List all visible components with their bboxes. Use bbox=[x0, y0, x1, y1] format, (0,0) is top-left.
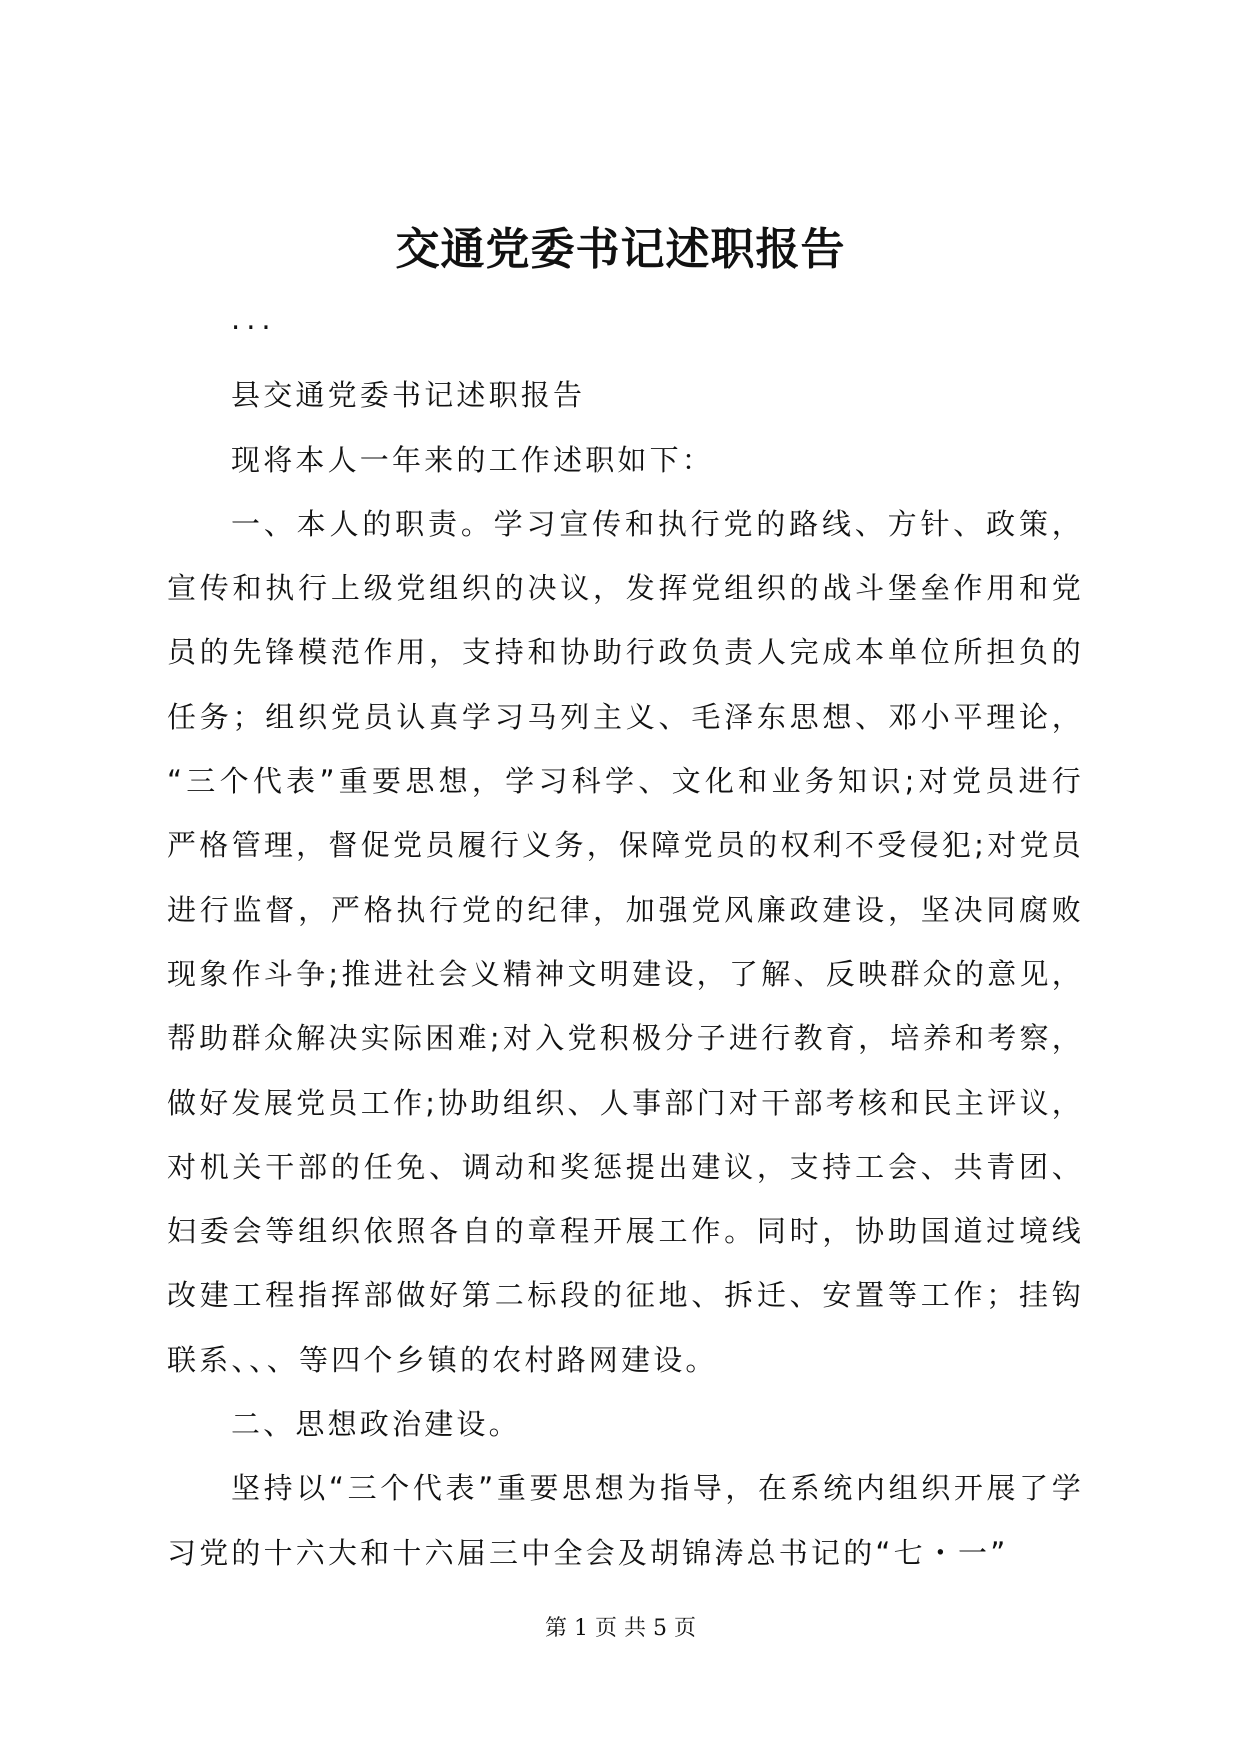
ellipsis-line: ... bbox=[231, 302, 277, 336]
subtitle-paragraph: 县交通党委书记述职报告 bbox=[231, 378, 586, 413]
page-footer: 第 1 页 共 5 页 bbox=[545, 1616, 696, 1641]
duties-paragraph: 一、本人的职责。学习宣传和执行党的路线、方针、政策，宣传和执行上级党组织的决议，发挥党组织的战斗堡垒作用和党员的先锋模范作用，支持和协助行政负责人完成本单位所担负的任务；组织党员认真学习马列主义、毛泽东思想、邓小平理论，“三个代表”重要思想，学习科学、文化和业务知识;对党员进行严格管理，督促党员履行义务，保障党员的权利不受侵犯;对党员进行监督，严格执行党的纪律，加强党风廉政建设，坚决同腐败现象作斗争;推进社会义精神文明建设，了解、反映群众的意见，帮助群众解决实际困难;对入党积极分子进行教育，培养和考察，做好发展党员工作;协助组织、人事部门对干部考核和民主评议，对机关干部的任免、调动和奖惩提出建议，支持工会、共青团、妇委会等组织依照各自的章程开展工作。同时，协助国道过境线改建工程指挥部做好第二标段的征地、拆迁、安置等工作；挂钩联系、、、等四个乡镇的农村路网建设。 bbox=[167, 506, 1084, 1377]
ideology-paragraph: 坚持以“三个代表”重要思想为指导，在系统内组织开展了学习党的十六大和十六届三中全会及胡锦涛总书记的“七・一” bbox=[167, 1471, 1084, 1570]
section-heading-ideology: 二、思想政治建设。 bbox=[231, 1407, 521, 1442]
document-body bbox=[167, 299, 1084, 1585]
intro-paragraph: 现将本人一年来的工作述职如下： bbox=[231, 442, 715, 477]
document-title: 交通党委书记述职报告 bbox=[395, 224, 846, 275]
